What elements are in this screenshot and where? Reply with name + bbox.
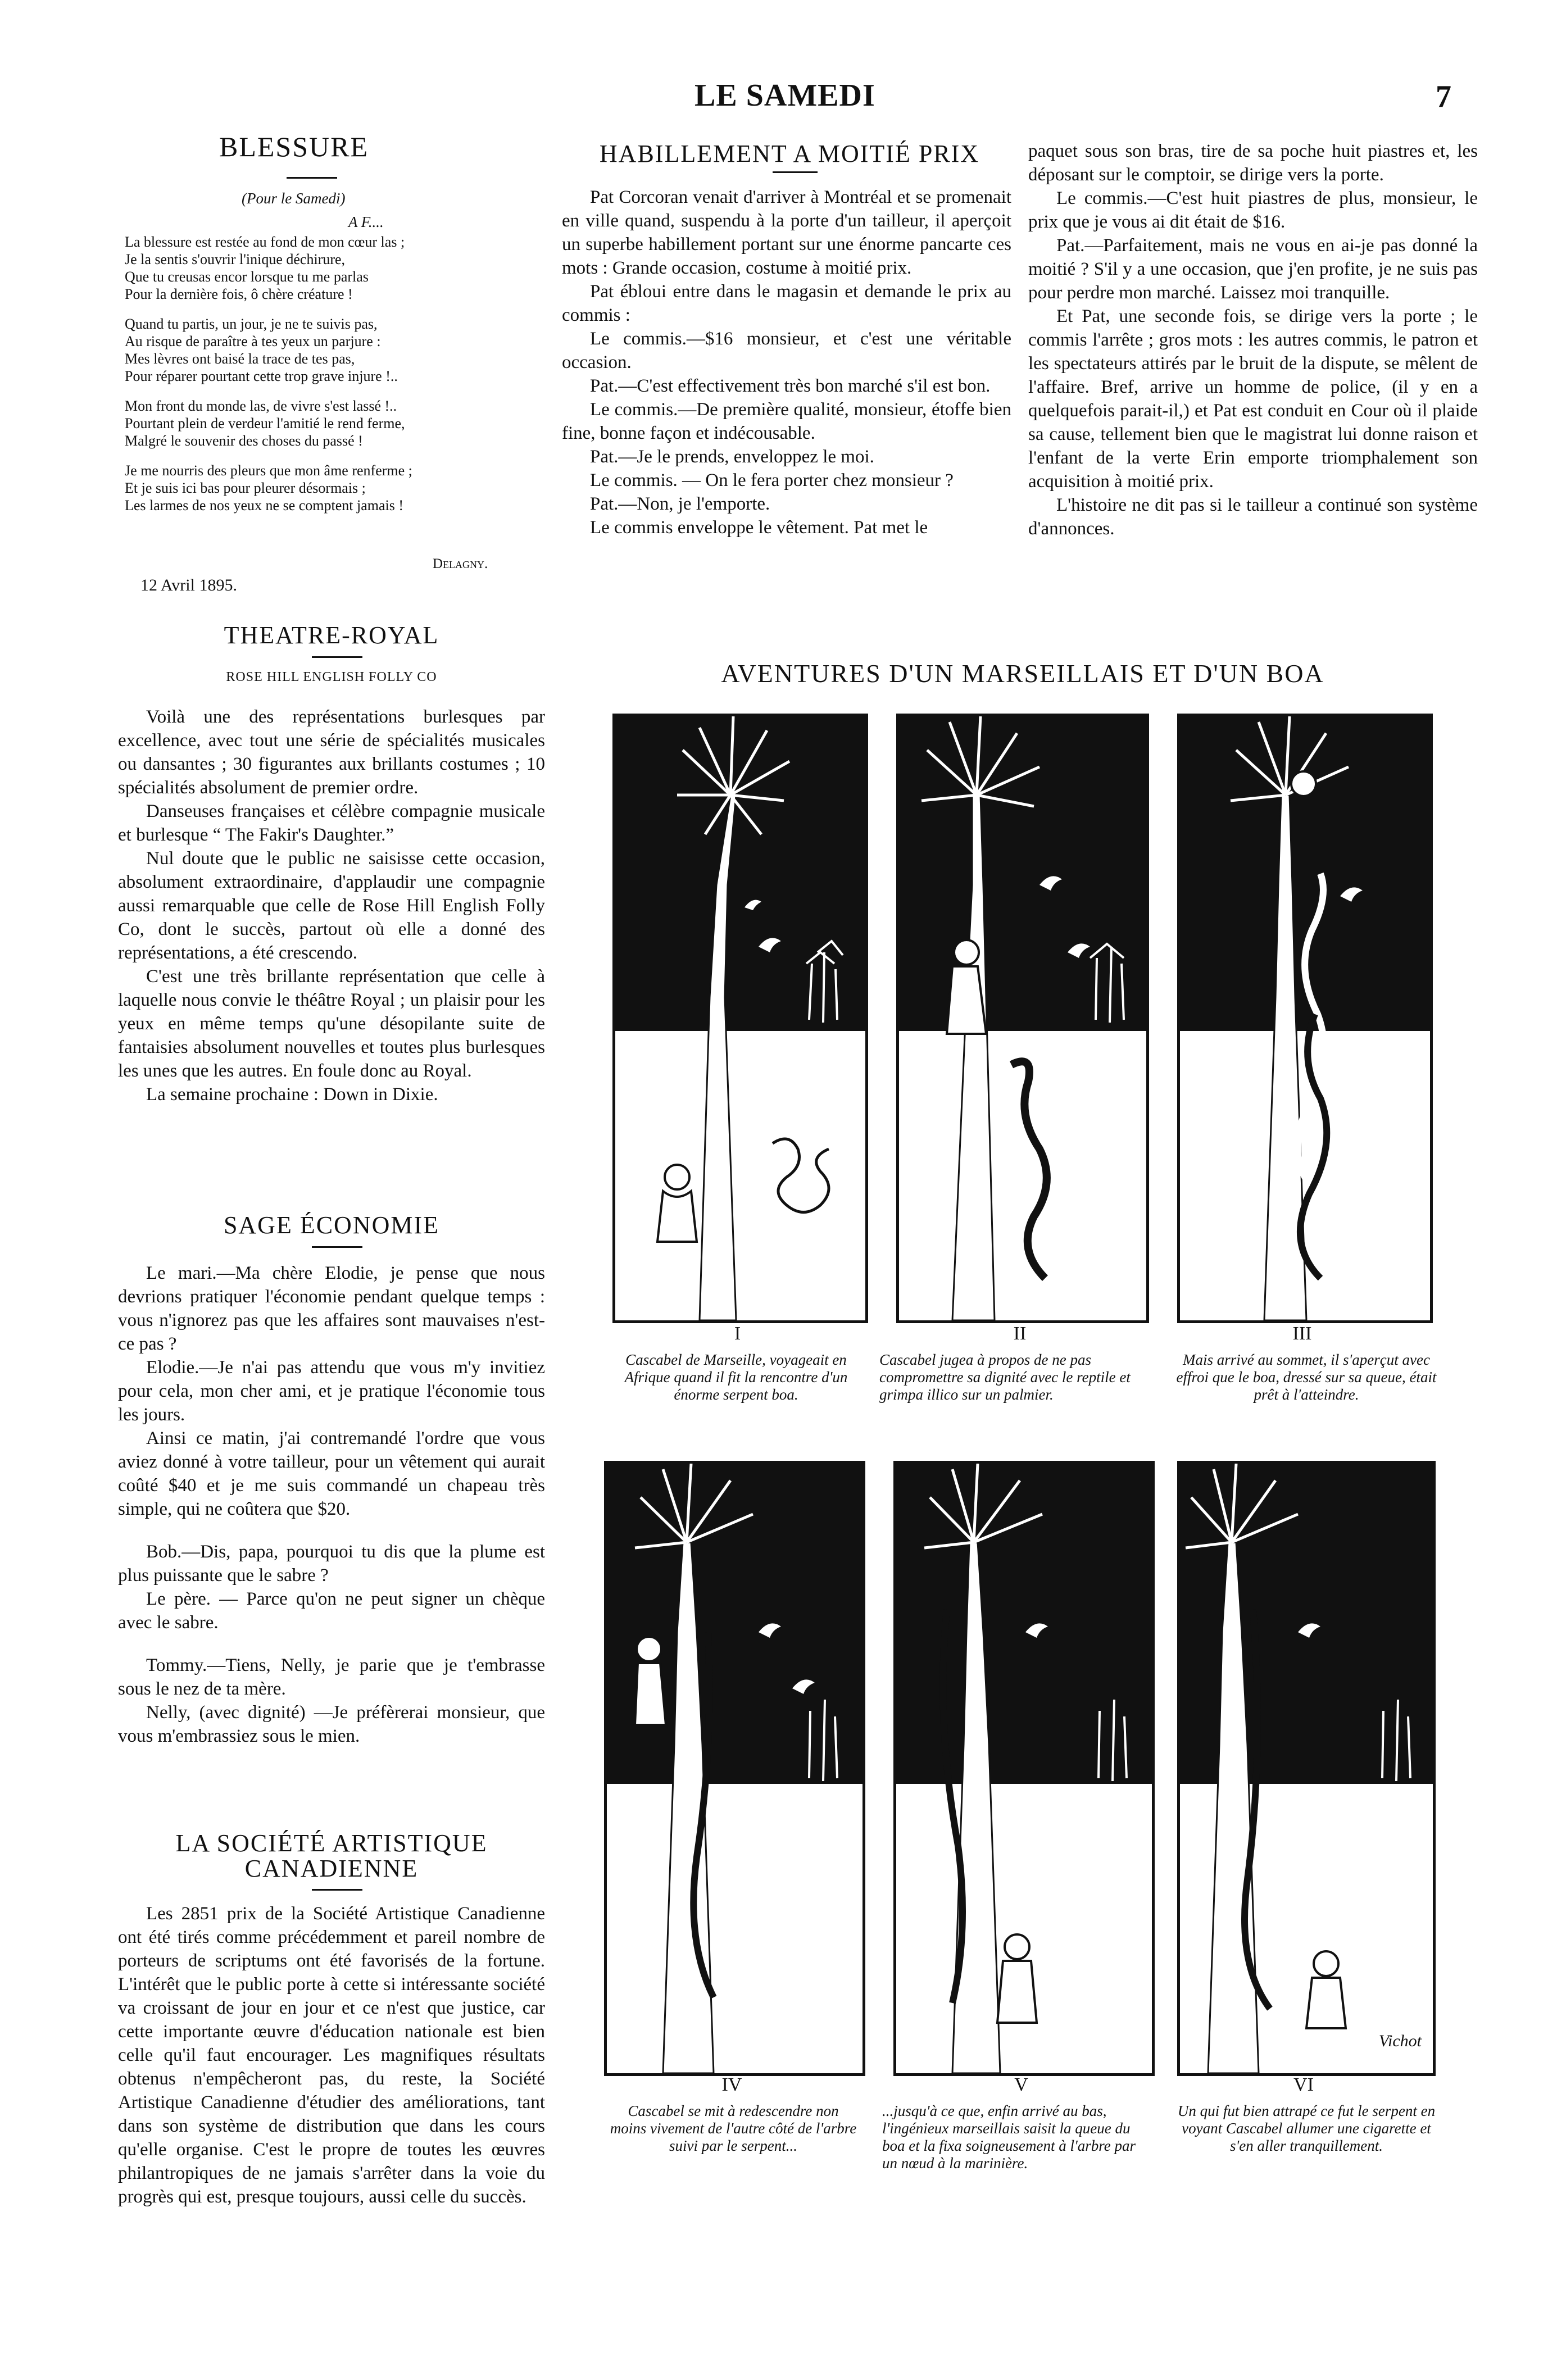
poem-line: Je me nourris des pleurs que mon âme renferme ;	[125, 462, 412, 479]
poem-line: Mon front du monde las, de vivre s'est lassé !..	[125, 398, 397, 414]
habillement-continuation	[1028, 139, 1478, 541]
paragraph: paquet sous son bras, tire de sa poche huit piastres et, les déposant sur le comptoir, se dirige vers la porte.	[1028, 141, 1478, 185]
blessure-title: BLESSURE	[219, 131, 369, 162]
paragraph: Le commis.—C'est huit piastres de plus, monsieur, le prix que je vous ai dit était de $16.	[1028, 188, 1478, 232]
comic-panel-1	[612, 714, 868, 1323]
panel-numeral: II	[1013, 1323, 1027, 1344]
poem-line: Et je suis ici bas pour pleurer désormais ;	[125, 480, 366, 496]
paragraph: L'histoire ne dit pas si le tailleur a continué son système d'annonces.	[1028, 495, 1478, 539]
poem-line: Au risque de paraître à tes yeux un parjure :	[125, 333, 381, 349]
comic-panel-5	[893, 1461, 1155, 2076]
paragraph: Le mari.—Ma chère Elodie, je pense que nous devrions pratiquer l'économie pendant quelque temps : vous n'ignorez pas que les affaires sont mauvaises n'est-ce pas ?	[118, 1263, 545, 1354]
poem-line: Pourtant plein de verdeur l'amitié le rend ferme,	[125, 415, 405, 432]
paragraph: Tommy.—Tiens, Nelly, je parie que je t'embrasse sous le nez de ta mère.	[118, 1655, 545, 1699]
paragraph: Pat.—C'est effectivement très bon marché s'il est bon.	[590, 376, 991, 396]
paragraph: Pat ébloui entre dans le magasin et demande le prix au commis :	[562, 281, 1011, 325]
paragraph: Les 2851 prix de la Société Artistique Canadienne ont été tirés comme précédemment et pareil nombre de porteurs de scriptums ont été favorisés de la fortune. L'intérêt que le public porte à cette si intéressante société va croissant de jour en jour et ce n'est que justice, car cette importante œuvre d'éducation nationale est bien celle qu'il faut encourager. Les magnifiques résultats obtenus n'empêcheront pas, du reste, la Société Artistique Canadienne d'étudier des améliorations, tant dans son système de distribution que dans les cours qu'elle organise. C'est le propre de toutes les œuvres philantropiques de ne jamais s'arrêter dans la voie du progrès qui est, presque toujours, aussi celle du succès.	[118, 1904, 545, 2207]
paragraph: Le commis.—$16 monsieur, et c'est une véritable occasion.	[562, 329, 1011, 373]
paragraph: Pat.—Je le prends, enveloppez le moi.	[590, 447, 874, 467]
panel-caption: Cascabel se mit à redescendre non moins vivement de l'autre côté de l'arbre suivi par le serpent...	[610, 2102, 857, 2154]
blessure-dedication: (Pour le Samedi)	[242, 190, 346, 207]
blessure-addressee: A F....	[348, 214, 384, 230]
poem-line: Pour réparer pourtant cette trop grave injure !..	[125, 368, 398, 384]
paragraph: Pat.—Non, je l'emporte.	[590, 494, 770, 514]
poem-stanza	[125, 315, 541, 385]
masthead-title: LE SAMEDI	[694, 78, 875, 113]
sage-article	[118, 1261, 545, 1748]
poem-line: Je la sentis s'ouvrir l'inique déchirure,	[125, 251, 346, 267]
poem-line: Quand tu partis, un jour, je ne te suivis pas,	[125, 316, 378, 332]
poem-stanza	[125, 397, 541, 449]
paragraph: Elodie.—Je n'ai pas attendu que vous m'y invitiez pour cela, mon cher ami, et je pratique l'économie tous les jours.	[118, 1357, 545, 1425]
paragraph: Le commis enveloppe le vêtement. Pat met le	[590, 517, 928, 538]
paragraph: C'est une très brillante représentation que celle à laquelle nous convie le théâtre Royal ; un plaisir pour les yeux en même temps qu'une désopilante suite de fantaisies absolument nouvelles et toutes plus burlesques les unes que les autres. En foule donc au Royal.	[118, 966, 545, 1081]
theatre-article	[118, 705, 545, 1106]
poem-line: Pour la dernière fois, ô chère créature !	[125, 286, 353, 302]
paragraph: Bob.—Dis, papa, pourquoi tu dis que la plume est plus puissante que le sabre ?	[118, 1542, 545, 1586]
panel-numeral: VI	[1293, 2074, 1314, 2095]
panel-caption: Cascabel de Marseille, voyageait en Afrique quand il fit la rencontre d'un énorme serpent boa.	[624, 1351, 848, 1403]
paragraph: La semaine prochaine : Down in Dixie.	[146, 1084, 438, 1105]
societe-article	[118, 1902, 545, 2209]
divider	[312, 656, 362, 658]
blessure-poem	[125, 233, 541, 514]
paragraph: Nul doute que le public ne saisisse cette occasion, absolument extraordinaire, d'applaudir une compagnie aussi remarquable que celle de Rose Hill English Folly Co, dont le succès, partout où elle a donné des représentations, a été crescendo.	[118, 848, 545, 963]
paragraph: Voilà une des représentations burlesques par excellence, avec tout une série de spécialités musicales ou dansantes ; 30 figurantes aux brillants costumes ; 10 spécialités absolument de premier ordre.	[118, 707, 545, 798]
poem-line: Les larmes de nos yeux ne se comptent jamais !	[125, 497, 404, 514]
comic-panel-3	[1177, 714, 1433, 1323]
poem-stanza	[125, 233, 541, 303]
panel-caption: Cascabel jugea à propos de ne pas compromettre sa dignité avec le reptile et grimpa illico sur un palmier.	[879, 1351, 1131, 1403]
blessure-date: 12 Avril 1895.	[140, 576, 237, 594]
sage-title: SAGE ÉCONOMIE	[223, 1211, 440, 1239]
panel-illustration	[1180, 716, 1430, 1320]
panel-illustration	[607, 1464, 863, 2073]
panel-numeral: I	[734, 1323, 741, 1344]
paragraph: Le commis.—De première qualité, monsieur, étoffe bien fine, bonne façon et indécousable.	[562, 399, 1011, 443]
habillement-article	[562, 185, 1011, 539]
paragraph: Le père. — Parce qu'on ne peut signer un chèque avec le sabre.	[118, 1589, 545, 1633]
societe-title-line1: LA SOCIÉTÉ ARTISTIQUE	[175, 1829, 488, 1857]
panel-illustration	[1180, 1464, 1433, 2073]
comic-panel-4	[604, 1461, 865, 2076]
paragraph: Nelly, (avec dignité) —Je préfèrerai monsieur, que vous m'embrassiez sous le mien.	[118, 1702, 545, 1746]
theatre-subtitle: ROSE HILL ENGLISH FOLLY CO	[226, 670, 437, 684]
divider	[312, 1246, 362, 1248]
artist-signature: Vichot	[1378, 2032, 1422, 2050]
divider	[312, 1889, 362, 1891]
panel-caption: ...jusqu'à ce que, enfin arrivé au bas, l'ingénieux marseillais saisit la queue du boa et la fixa soigneusement à l'arbre par un nœud à la marinière.	[882, 2102, 1136, 2172]
habillement-title: HABILLEMENT A MOITIÉ PRIX	[599, 140, 980, 167]
paragraph: Et Pat, une seconde fois, se dirige vers la porte ; le commis l'arrête ; gros mots : les autres commis, le patron et les spectateurs attirés par le bruit de la dispute, se mêlent de l'affaire. Bref, arrive un homme de police, (il y en a quelquefois parait-il,) et Pat est conduit en Cour où il plaide sa cause, tellement bien que le magistrat lui donne raison et l'enfant de la verte Erin emporte triomphalement son acquisition à moitié prix.	[1028, 306, 1478, 492]
paragraph: Pat Corcoran venait d'arriver à Montréal et se promenait en ville quand, suspendu à la porte d'un tailleur, il aperçoit un superbe habillement portant sur une énorme pancarte ces mots : Grande occasion, costume à moitié prix.	[562, 187, 1011, 278]
poem-line: Mes lèvres ont baisé la trace de tes pas,	[125, 351, 355, 367]
poem-stanza	[125, 462, 541, 514]
panel-numeral: IV	[721, 2074, 742, 2095]
comic-panel-2	[896, 714, 1149, 1323]
comic-panel-6	[1177, 1461, 1436, 2076]
panel-illustration	[896, 1464, 1152, 2073]
divider	[773, 171, 818, 173]
paragraph: Danseuses françaises et célèbre compagnie musicale et burlesque “ The Fakir's Daughter.”	[118, 801, 545, 845]
panel-caption: Un qui fut bien attrapé ce fut le serpent en voyant Cascabel allumer une cigarette et s'en aller tranquillement.	[1177, 2102, 1436, 2154]
blessure-signature: Delagny.	[433, 556, 488, 571]
poem-line: Malgré le souvenir des choses du passé !	[125, 433, 363, 449]
divider	[287, 177, 337, 179]
theatre-title: THEATRE-ROYAL	[224, 621, 439, 649]
panel-illustration	[899, 716, 1146, 1320]
poem-line: Que tu creusas encor lorsque tu me parlas	[125, 269, 369, 285]
panel-numeral: V	[1014, 2074, 1028, 2095]
page-number: 7	[1436, 79, 1451, 114]
poem-line: La blessure est restée au fond de mon cœur las ;	[125, 234, 405, 250]
panel-numeral: III	[1292, 1323, 1312, 1344]
paragraph: Pat.—Parfaitement, mais ne vous en ai-je pas donné la moitié ? S'il y a une occasion, que j'en profite, je ne suis pas pour perdre mon marché. Laissez moi tranquille.	[1028, 235, 1478, 303]
panel-caption: Mais arrivé au sommet, il s'aperçut avec effroi que le boa, dressé sur sa queue, était prêt à l'atteindre.	[1176, 1351, 1437, 1403]
panel-illustration	[615, 716, 865, 1320]
comic-title: AVENTURES D'UN MARSEILLAIS ET D'UN BOA	[721, 659, 1324, 688]
societe-title-line2: CANADIENNE	[244, 1855, 419, 1882]
paragraph: Le commis. — On le fera porter chez monsieur ?	[590, 470, 954, 490]
paragraph: Ainsi ce matin, j'ai contremandé l'ordre que vous aviez donné à votre tailleur, pour un vêtement qui aurait coûté $40 et je me suis commandé un chapeau très simple, qui ne coûtera que $20.	[118, 1428, 545, 1519]
